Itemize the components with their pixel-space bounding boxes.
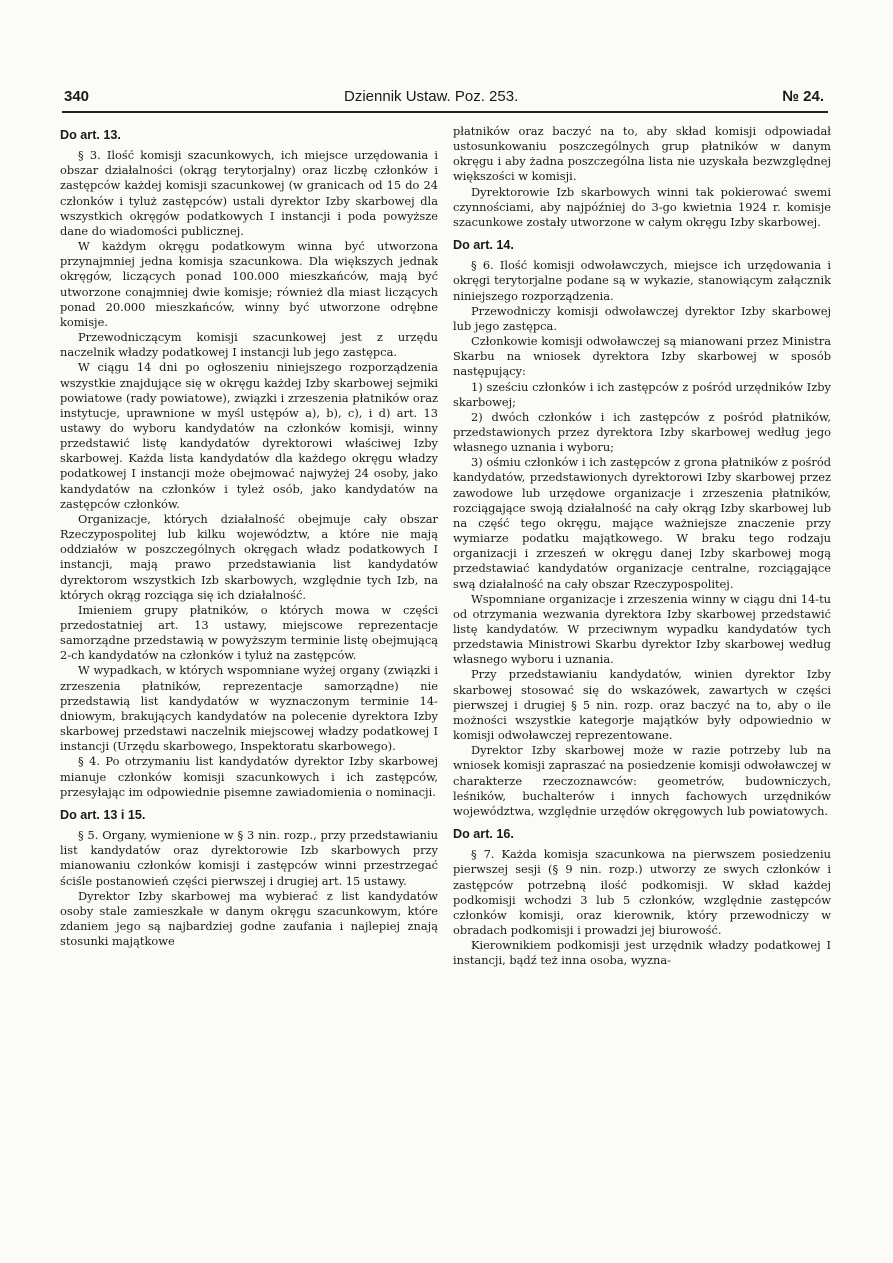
paragraph: Wspomniane organizacje i zrzeszenia winny w ciągu dni 14-tu od otrzymania wezwania dyrektora Izby skarbowej przedstawić listę kandydatów. W przeciwnym wypadku kandydatów tych przedstawia Ministrowi Skarbu dyrektor Izby skarbowej według własnego wyboru i uznania. (453, 591, 831, 667)
paragraph: W ciągu 14 dni po ogłoszeniu niniejszego rozporządzenia wszystkie znajdujące się w okręgu każdej Izby skarbowej sejmiki powiatowe (rady powiatowe), związki i zrzeszenia płatników oraz instytucje, uprawnione w myśl ustępów a), b), c), i d) art. 13 ustawy do wyboru kandydatów na członków komisji, winny przedstawić listę kandydatów dyrektorowi właściwej Izby skarbowej. Każda lista kandydatów dla każdego okręgu władzy podatkowej I instancji może obejmować najwyżej 24 osoby, jako kandydatów na członków i tyleż osób, jako kandydatów na zastępców członków. (60, 360, 438, 511)
paragraph: Dyrektorowie Izb skarbowych winni tak pokierować swemi czynnościami, aby najpóźniej do 3-go kwietnia 1924 r. komisje szacunkowe zostały utworzone w całym okręgu Izby skarbowej. (453, 184, 831, 229)
left-column (60, 124, 438, 1234)
paragraph: Kierownikiem podkomisji jest urzędnik władzy podatkowej I instancji, bądź też inna osoba, wyzna- (453, 938, 831, 968)
paragraph: 3) ośmiu członków i ich zastępców z grona płatników z pośród kandydatów, przedstawionych dyrektorowi Izby skarbowej przez zawodowe lub urzędowe organizacje i zrzeszenia płatników, rozciągające swoją działalność na cały okrąg Izby skarbowej lub na część tego okręgu, mające ważniejsze znaczenie przy wymiarze podatku majątkowego. W braku tego rodzaju organizacji i zrzeszeń w okręgu danej Izby skarbowej mogą przedstawiać kandydatów organizacje centralne, rozciągające swą działalność na cały obszar Rzeczypospolitej. (453, 455, 831, 591)
paragraph: § 3. Ilość komisji szacunkowych, ich miejsce urzędowania i obszar działalności (okrąg terytorjalny) oraz liczbę członków i zastępców każdej komisji szacunkowej (w granicach od 15 do 24 członków i tyluż zastępców) ustali dyrektor Izby skarbowej dla wszystkich okręgów podatkowych I instancji i poda powyższe dane do wiadomości publicznej. (60, 148, 438, 238)
paragraph: § 4. Po otrzymaniu list kandydatów dyrektor Izby skarbowej mianuje członków komisji szacunkowych i ich zastępców, przesyłając im odpowiednie pisemne zawiadomienia o nominacji. (60, 754, 438, 799)
paragraph: 1) sześciu członków i ich zastępców z pośród urzędników Izby skarbowej; (453, 379, 831, 409)
paragraph: Członkowie komisji odwoławczej są mianowani przez Ministra Skarbu na wniosek dyrektora Izby skarbowej w sposób następujący: (453, 334, 831, 379)
paragraph: Przy przedstawianiu kandydatów, winien dyrektor Izby skarbowej stosować się do wskazówek, zawartych w części pierwszej i drugiej § 5 nin. rozp. oraz baczyć na to, aby o ile możności wszystkie kategorje majątków były odpowiednio w komisji odwoławczej reprezentowane. (453, 667, 831, 743)
paragraph: § 6. Ilość komisji odwoławczych, miejsce ich urzędowania i okręgi terytorjalne podane są w wykazie, stanowiącym załącznik niniejszego rozporządzenia. (453, 258, 831, 303)
paragraph: Dyrektor Izby skarbowej może w razie potrzeby lub na wniosek komisji zapraszać na posiedzenie komisji odwoławczej w charakterze rzeczoznawców: geometrów, budowniczych, leśników, buchalterów i innych fachowych urzędników województwa, względnie urzędów okręgowych lub powiatowych. (453, 743, 831, 818)
journal-title: Dziennik Ustaw. Poz. 253. (344, 88, 519, 105)
paragraph: płatników oraz baczyć na to, aby skład komisji odpowiadał ustosunkowaniu poszczególnych grup płatników w danym okręgu i aby żadna poszczególna lista nie uzyskała bezwzględnej większości w komisji. (453, 124, 831, 184)
header-rule (62, 111, 828, 113)
paragraph: Przewodniczącym komisji szacunkowej jest z urzędu naczelnik władzy podatkowej I instancji lub jego zastępca. (60, 330, 438, 360)
paragraph: 2) dwóch członków i ich zastępców z pośród płatników, przedstawionych przez dyrektora Izby skarbowej według jego własnego uznania i wyboru; (453, 409, 831, 455)
section-heading: Do art. 13. (60, 128, 121, 142)
section-heading: Do art. 16. (453, 827, 514, 842)
section-heading: Do art. 13 i 15. (60, 807, 146, 822)
paragraph: § 7. Każda komisja szacunkowa na pierwszem posiedzeniu pierwszej sesji (§ 9 nin. rozp.) utworzy ze swych członków i zastępców potrzebną ilość podkomisji. W skład każdej podkomisji wchodzi 3 lub 5 członków, względnie zastępców członków komisji, oraz kierownik, który przewodniczy w obradach podkomisji i prowadzi jej biurowość. (453, 847, 831, 937)
page-number: 340 (64, 88, 90, 105)
paragraph: Przewodniczy komisji odwoławczej dyrektor Izby skarbowej lub jego zastępca. (453, 303, 831, 333)
paragraph: § 5. Organy, wymienione w § 3 nin. rozp., przy przedstawianiu list kandydatów oraz dyrektorowie Izb skarbowych przy mianowaniu członków komisji i zastępców winni przestrzegać ściśle postanowień części pierwszej i drugiej art. 15 ustawy. (60, 828, 438, 888)
paragraph: Dyrektor Izby skarbowej ma wybierać z list kandydatów osoby stale zamieszkałe w danym okręgu szacunkowym, które zdaniem jego są najbardziej godne zaufania i najlepiej znają stosunki majątkowe (60, 888, 438, 949)
right-column (453, 124, 831, 1234)
issue-number: № 24. (782, 88, 824, 105)
paragraph: Imieniem grupy płatników, o których mowa w części przedostatniej art. 13 ustawy, miejscowe reprezentacje samorządne przedstawią w powyższym terminie listę obejmującą 2-ch kandydatów na członków i tyluż na zastępców. (60, 602, 438, 663)
section-heading: Do art. 14. (453, 238, 514, 253)
page-header (64, 88, 824, 110)
paragraph: W każdym okręgu podatkowym winna być utworzona przynajmniej jedna komisja szacunkowa. Dla większych jednak okręgów, liczących ponad 100.000 mieszkańców, mają być utworzone conajmniej dwie komisje; również dla miast liczących ponad 20.000 mieszkańców, winny być utworzone odrębne komisje. (60, 239, 438, 329)
paragraph: Organizacje, których działalność obejmuje cały obszar Rzeczypospolitej lub kilku województw, a które nie mają oddziałów w poszczególnych okręgach władz podatkowych I instancji, mają prawo przedstawiania list kandydatów dyrektorom wszystkich Izb skarbowych, względnie tych Izb, na których okrąg rozciąga się ich działalność. (60, 511, 438, 602)
paragraph: W wypadkach, w których wspomniane wyżej organy (związki i zrzeszenia płatników, reprezentacje samorządne) nie przedstawią list kandydatów w wyznaczonym terminie 14-dniowym, brakujących kandydatów na polecenie dyrektora Izby skarbowej przedstawi naczelnik miejscowej władzy podatkowej I instancji (Urzędu skarbowego, Inspektoratu skarbowego). (60, 663, 438, 754)
